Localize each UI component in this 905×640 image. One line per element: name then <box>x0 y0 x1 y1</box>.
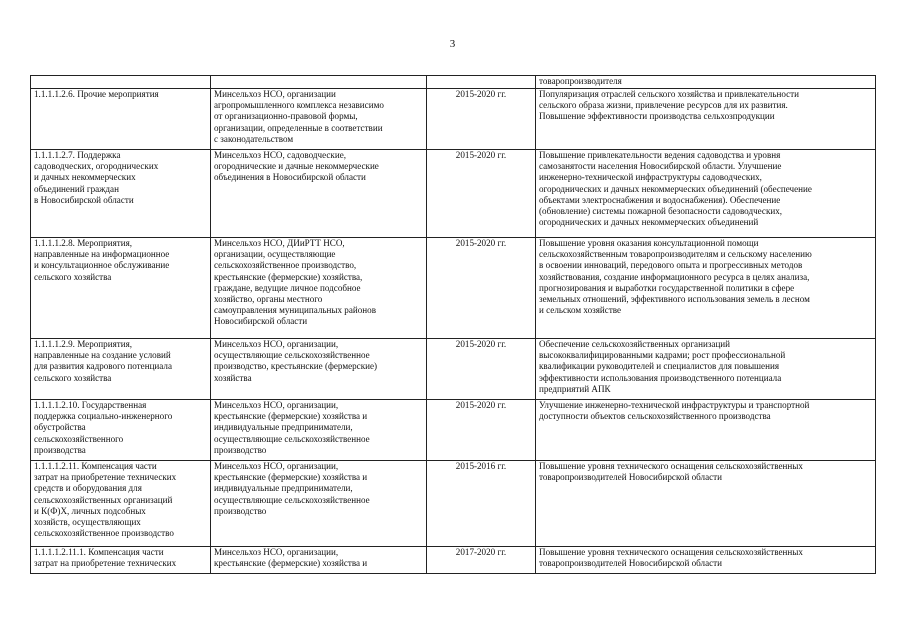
result-cell: Повышение привлекательности ведения садоводства и уровня самозанятости населения Новосибирской области. Улучшение инженерно-технической инфраструктуры садоводческих, огороднических и дачных некоммерческих объединений (обеспечение объектами электроснабжения и водоснабжения). Обеспечение (обновление) системы пожарной безопасности садоводческих, огороднических и дачных некоммерческих объединений <box>536 150 876 238</box>
table-row <box>31 339 876 400</box>
measure-name-cell: 1.1.1.1.2.9. Мероприятия, направленные на создание условий для развития кадрового потенциала сельского хозяйства <box>31 339 211 400</box>
result-cell: Повышение уровня технического оснащения сельскохозяйственных товаропроизводителей Новосибирской области <box>536 547 876 574</box>
table-row <box>31 400 876 461</box>
executors-cell: Минсельхоз НСО, садоводческие, огороднические и дачные некоммерческие объединения в Новосибирской области <box>211 150 427 238</box>
table-row <box>31 461 876 547</box>
table-row <box>31 76 876 89</box>
term-cell: 2015-2020 гг. <box>427 89 536 150</box>
table-row <box>31 238 876 339</box>
table-row <box>31 547 876 574</box>
executors-cell: Минсельхоз НСО, организации, осуществляющие сельскохозяйственное производство, крестьянские (фермерские) хозяйства <box>211 339 427 400</box>
executors-cell: Минсельхоз НСО, организации, крестьянские (фермерские) хозяйства и индивидуальные предприниматели, осуществляющие сельскохозяйственное производство <box>211 400 427 461</box>
term-cell: 2015-2020 гг. <box>427 150 536 238</box>
result-cell: Повышение уровня технического оснащения сельскохозяйственных товаропроизводителей Новосибирской области <box>536 461 876 547</box>
measure-name-cell: 1.1.1.1.2.6. Прочие мероприятия <box>31 89 211 150</box>
executors-cell: Минсельхоз НСО, организации, крестьянские (фермерские) хозяйства и индивидуальные предприниматели, осуществляющие сельскохозяйственное производство <box>211 461 427 547</box>
term-cell: 2015-2020 гг. <box>427 238 536 339</box>
term-cell: 2015-2020 гг. <box>427 400 536 461</box>
result-cell: Повышение уровня оказания консультационной помощи сельскохозяйственным товаропроизводителям и сельскому населению в освоении инноваций, передового опыта и прогрессивных методов хозяйствования, создание информационного ресурса в целях анализа, прогнозирования и выработки государственной политики в сфере земельных отношений, эффективного использования земель в лесном и сельском хозяйстве <box>536 238 876 339</box>
result-cell: Популяризация отраслей сельского хозяйства и привлекательности сельского образа жизни, привлечение ресурсов для их развития. Повышение эффективности производства сельхозпродукции <box>536 89 876 150</box>
measure-name-cell: 1.1.1.1.2.7. Поддержка садоводческих, огороднических и дачных некоммерческих объединений граждан в Новосибирской области <box>31 150 211 238</box>
term-cell <box>427 76 536 89</box>
result-cell: Обеспечение сельскохозяйственных организаций высококвалифицированными кадрами; рост профессиональной квалификации руководителей и специалистов для повышения эффективности использования производственного потенциала предприятий АПК <box>536 339 876 400</box>
result-cell: Улучшение инженерно-технической инфраструктуры и транспортной доступности объектов сельскохозяйственного производства <box>536 400 876 461</box>
term-cell: 2015-2020 гг. <box>427 339 536 400</box>
table-row <box>31 150 876 238</box>
measure-name-cell: 1.1.1.1.2.10. Государственная поддержка социально-инженерного обустройства сельскохозяйственного производства <box>31 400 211 461</box>
executors-cell <box>211 76 427 89</box>
term-cell: 2015-2016 гг. <box>427 461 536 547</box>
executors-cell: Минсельхоз НСО, ДИиРТТ НСО, организации, осуществляющие сельскохозяйственное производство, крестьянские (фермерские) хозяйства, граждане, ведущие личное подсобное хозяйство, органы местного самоуправления муниципальных районов Новосибирской области <box>211 238 427 339</box>
measures-table <box>30 75 876 574</box>
measure-name-cell: 1.1.1.1.2.8. Мероприятия, направленные на информационное и консультационное обслуживание сельского хозяйства <box>31 238 211 339</box>
table-row <box>31 89 876 150</box>
executors-cell: Минсельхоз НСО, организации агропромышленного комплекса независимо от организационно-правовой формы, организации, определенные в соответствии с законодательством <box>211 89 427 150</box>
measure-name-cell: 1.1.1.1.2.11. Компенсация части затрат на приобретение технических средств и оборудования для сельскохозяйственных организаций и К(Ф)Х, личных подсобных хозяйств, осуществляющих сельскохозяйственное производство <box>31 461 211 547</box>
term-cell: 2017-2020 гг. <box>427 547 536 574</box>
measure-name-cell: 1.1.1.1.2.11.1. Компенсация части затрат на приобретение технических <box>31 547 211 574</box>
page-number: 3 <box>449 38 456 50</box>
executors-cell: Минсельхоз НСО, организации, крестьянские (фермерские) хозяйства и <box>211 547 427 574</box>
result-cell: товаропроизводителя <box>536 76 876 89</box>
measure-name-cell <box>31 76 211 89</box>
